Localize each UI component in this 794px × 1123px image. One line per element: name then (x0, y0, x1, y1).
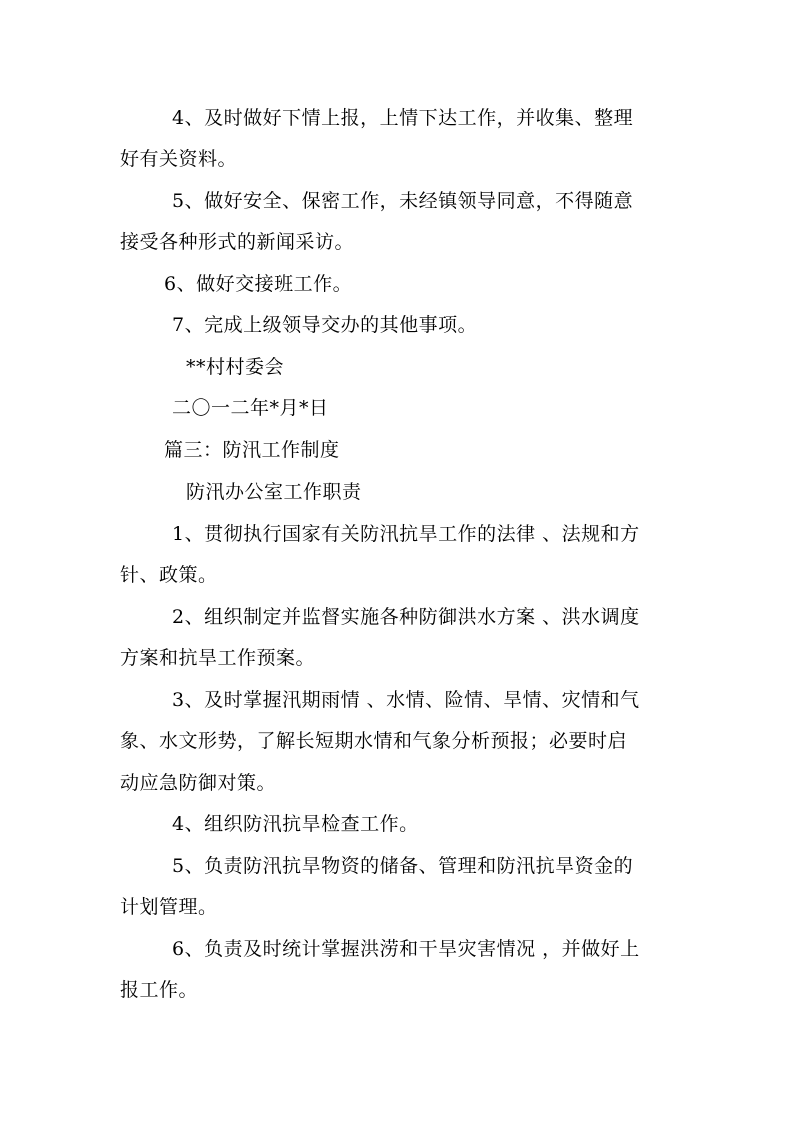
duty-item-1-line-2: 针、政策。 (120, 564, 218, 586)
duty-item-5-line-1: 5、负责防汛抗旱物资的储备、管理和防汛抗旱资金的 (172, 855, 634, 877)
paragraph-item-5-line-1: 5、做好安全、保密工作，未经镇领导同意，不得随意 (172, 190, 634, 212)
paragraph-item-7: 7、完成上级领导交办的其他事项。 (172, 314, 478, 336)
duty-item-2-line-2: 方案和抗旱工作预案。 (120, 647, 316, 669)
section-title: 篇三：防汛工作制度 (164, 439, 340, 461)
section-subtitle: 防汛办公室工作职责 (186, 481, 362, 503)
paragraph-item-4-line-1: 4、及时做好下情上报，上情下达工作，并收集、整理 (172, 107, 634, 129)
signature: **村村委会 (186, 356, 285, 378)
duty-item-4: 4、组织防汛抗旱检查工作。 (172, 813, 419, 835)
duty-item-1-line-1: 1、贯彻执行国家有关防汛抗旱工作的法律 、法规和方 (172, 523, 640, 545)
duty-item-2-line-1: 2、组织制定并监督实施各种防御洪水方案 、洪水调度 (172, 606, 640, 628)
duty-item-5-line-2: 计划管理。 (120, 896, 218, 918)
duty-item-3-line-2: 象、水文形势，了解长短期水情和气象分析预报；必要时启 (120, 730, 628, 752)
date-line: 二〇一二年*月*日 (172, 397, 329, 419)
duty-item-6-line-1: 6、负责及时统计掌握洪涝和干旱灾害情况 ，并做好上 (172, 938, 640, 960)
paragraph-item-6: 6、做好交接班工作。 (164, 273, 353, 295)
paragraph-item-5-line-2: 接受各种形式的新闻采访。 (120, 231, 355, 253)
duty-item-3-line-1: 3、及时掌握汛期雨情 、水情、险情、旱情、灾情和气 (172, 689, 640, 711)
duty-item-6-line-2: 报工作。 (120, 979, 199, 1001)
paragraph-item-4-line-2: 好有关资料。 (120, 148, 238, 170)
duty-item-3-line-3: 动应急防御对策。 (120, 772, 277, 794)
